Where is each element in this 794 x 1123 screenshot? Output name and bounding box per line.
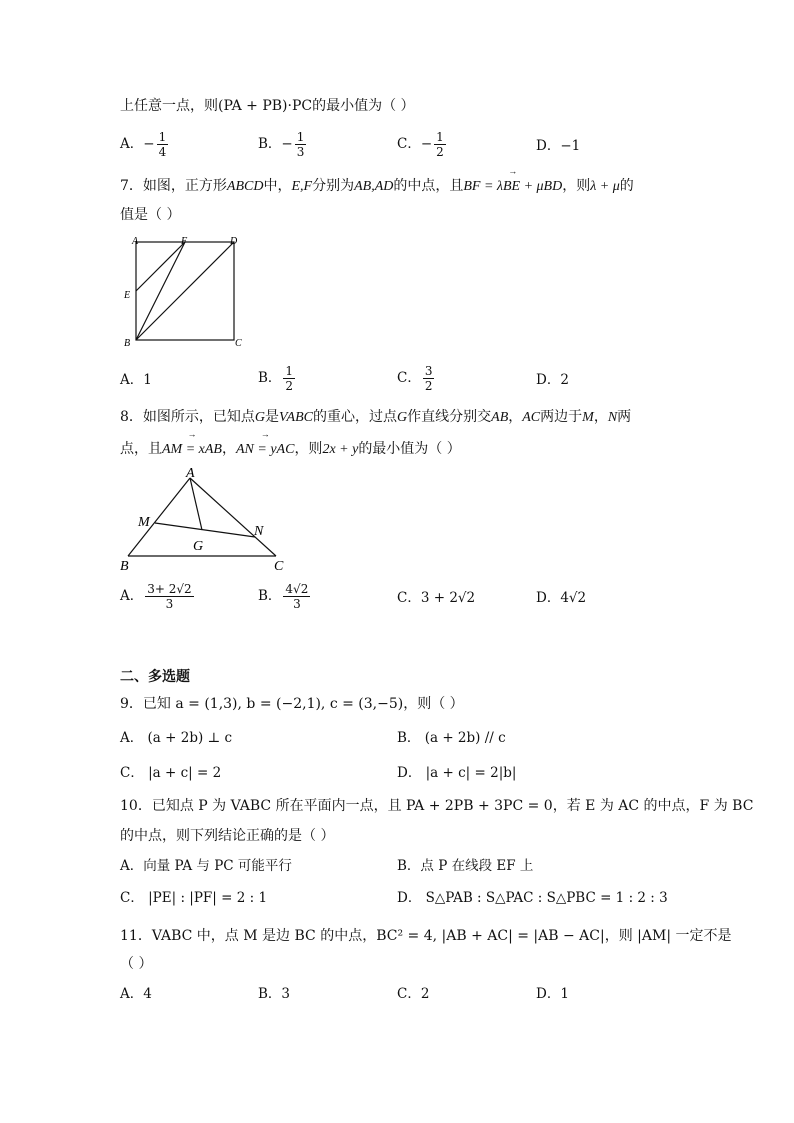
label-a: A — [132, 236, 139, 247]
q11-option-a[interactable]: A．4 — [120, 986, 152, 1002]
q7-option-c[interactable]: C． $\frac{3}{2}$ — [397, 364, 433, 393]
q7-stem-line1: 7．如图，正方形ABCD中，E,F分别为AB,AD的中点，且→ BF = λBE + μBD，则λ + μ的 — [120, 176, 634, 197]
segment-ag — [190, 478, 202, 530]
label-a: A — [186, 466, 195, 481]
q6-stem-text: 上任意一点，则(PA + PB)·PC的最小值为（ ） — [120, 98, 415, 114]
q6-stem — [120, 96, 415, 116]
q11-stem-line2: （ ） — [120, 956, 153, 972]
q10-option-c[interactable]: C． |PE| : |PF| = 2 : 1 — [120, 890, 268, 906]
label-c: C — [235, 338, 242, 349]
q7-option-a[interactable]: A．1 — [120, 372, 152, 388]
q9-stem: 9．已知 a = (1,3), b = (−2,1), c = (3,−5)，则（ ） — [120, 696, 464, 712]
segment-ef — [136, 242, 185, 291]
q7-option-b[interactable]: B． $\frac{1}{2}$ — [258, 364, 294, 393]
q9-option-b[interactable]: B． (a + 2b) // c — [397, 730, 506, 746]
q6-option-a[interactable]: A．− $\frac{1}{4}$ — [120, 130, 167, 159]
q10-option-d[interactable]: D． S△PAB : S△PAC : S△PBC = 1 : 2 : 3 — [397, 890, 668, 906]
q9-option-a[interactable]: A． (a + 2b) ⊥ c — [120, 730, 233, 746]
q10-stem-line1: 10．已知点 P 为 VABC 所在平面内一点，且 PA + 2PB + 3PC = 0，若 E 为 AC 的中点，F 为 BC — [120, 798, 754, 814]
label-d: D — [230, 236, 238, 247]
label-c: C — [274, 559, 284, 574]
q8-stem-line2: 点，且→ AM = xAB，→ AN = yAC，则2x + y的最小值为（ ） — [120, 439, 461, 460]
label-e: E — [124, 290, 131, 301]
q9-option-c[interactable]: C． |a + c| = 2 — [120, 765, 222, 781]
line-mn — [155, 523, 255, 537]
q10-stem-line2: 的中点，则下列结论正确的是（ ） — [120, 828, 335, 844]
label-b: B — [120, 559, 129, 574]
q9-option-d[interactable]: D． |a + c| = 2|b| — [397, 765, 517, 781]
segment-bd — [136, 242, 234, 340]
q11-option-c[interactable]: C．2 — [397, 986, 430, 1002]
q8-stem-line1: 8．如图所示，已知点G是VABC的重心，过点G作直线分别交AB，AC两边于M，N两 — [120, 409, 632, 425]
label-m: M — [138, 515, 150, 530]
label-b: B — [124, 338, 131, 349]
q8-option-b[interactable]: B． $\frac{4√2}{3}$ — [258, 582, 309, 611]
label-n: N — [254, 524, 264, 539]
q8-option-d[interactable]: D．4√2 — [536, 590, 587, 606]
label-g: G — [193, 539, 204, 554]
q10-option-b[interactable]: B．点 P 在线段 EF 上 — [397, 858, 534, 874]
q7-stem-line2: 值是（ ） — [120, 207, 181, 223]
q7-option-d[interactable]: D．2 — [536, 372, 569, 388]
q10-option-a[interactable]: A．向量 PA 与 PC 可能平行 — [120, 858, 292, 874]
q6-option-d[interactable]: D．−1 — [536, 138, 581, 154]
q6-option-b[interactable]: B．− $\frac{1}{3}$ — [258, 130, 305, 159]
q8-option-c[interactable]: C．3 + 2√2 — [397, 590, 476, 606]
q8-triangle-figure — [118, 466, 298, 576]
q11-stem-line1: 11．VABC 中，点 M 是边 BC 的中点，BC² = 4, |AB + AC| = |AB − AC|，则 |AM| 一定不是 — [120, 928, 732, 944]
q8-option-a[interactable]: A． $\frac{3+ 2√2}{3}$ — [120, 582, 192, 611]
section-title-multiple-choice: 二、多选题 — [120, 669, 190, 685]
q6-option-c[interactable]: C．− $\frac{1}{2}$ — [397, 130, 444, 159]
q11-option-b[interactable]: B．3 — [258, 986, 291, 1002]
q7-square-figure — [122, 232, 252, 350]
segment-bf — [136, 242, 185, 340]
q11-option-d[interactable]: D．1 — [536, 986, 569, 1002]
label-f: F — [181, 236, 188, 247]
